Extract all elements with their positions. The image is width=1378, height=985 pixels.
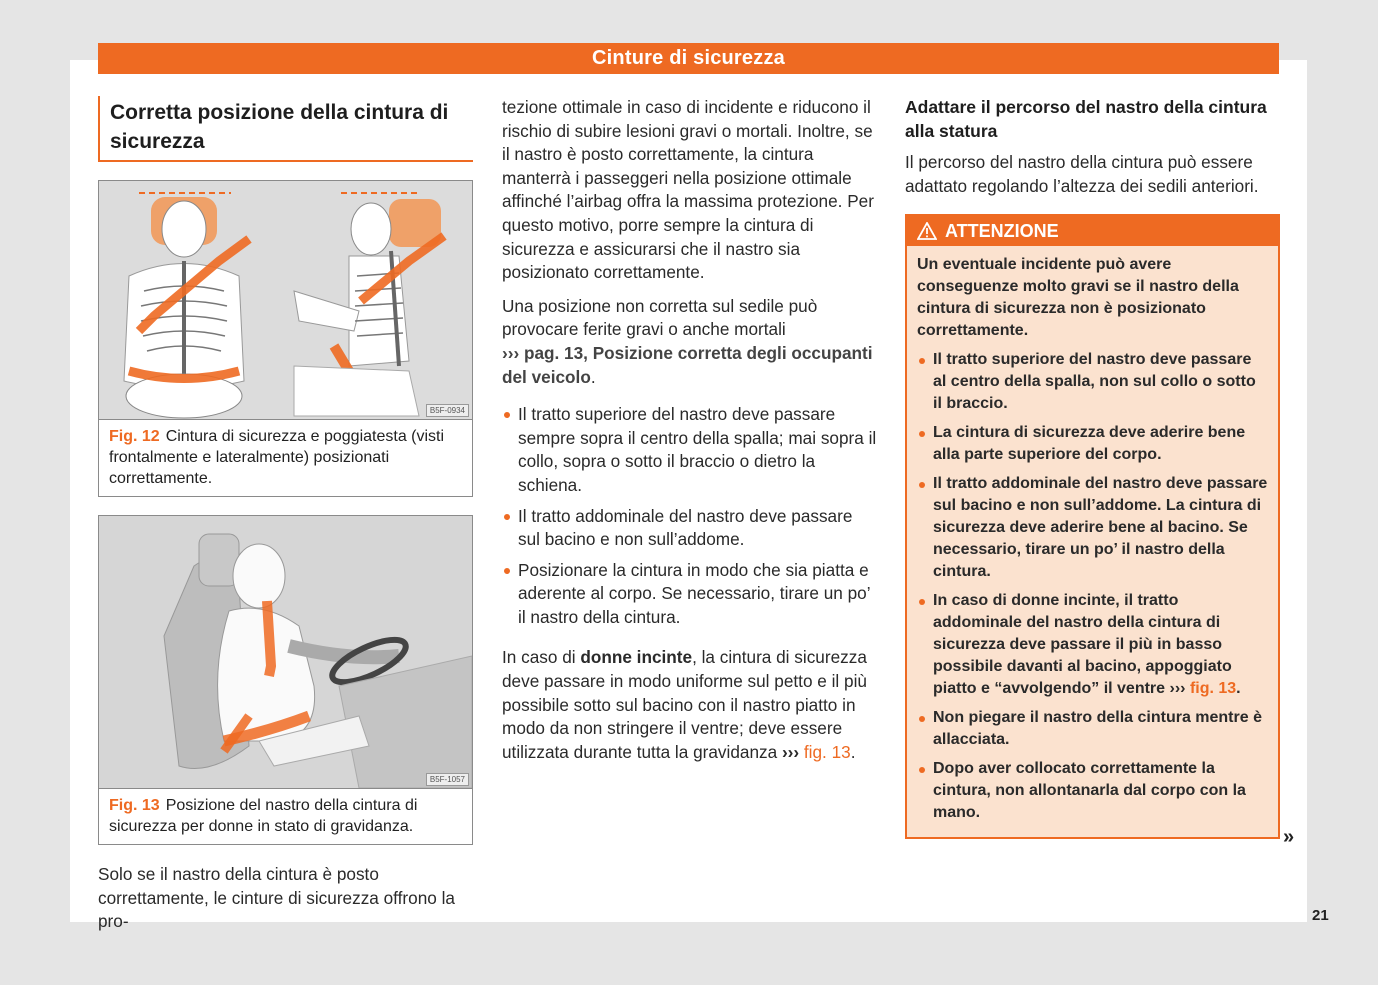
continue-arrow-icon: » bbox=[1283, 826, 1295, 848]
body-paragraph: Il percorso del nastro della cintura può essere adattato regolando l’altezza dei sedili anteriori. bbox=[905, 152, 1259, 196]
column-right bbox=[905, 96, 1280, 839]
subsection-title: Adattare il percorso del nastro della cintura alla statura bbox=[905, 97, 1267, 141]
list-item-text: In caso di donne incinte, il tratto addominale del nastro della cintura di sicurezza deve passare il più in basso possibile davanti al bacino, appoggiato piatto e “avvolgendo” il ventre bbox=[933, 592, 1232, 698]
warning-list-item: Dopo aver collocato correttamente la cintura, non allontanarla dal corpo con la mano. bbox=[917, 758, 1268, 824]
arrow-glyph: ››› bbox=[1169, 680, 1186, 698]
list-item: Il tratto superiore del nastro deve passare sempre sopra il centro della spalla; mai sopra il collo, sopra o sotto il braccio o dietro la schiena. bbox=[502, 403, 877, 497]
list-item: Il tratto addominale del nastro deve passare sul bacino e non sull’addome. bbox=[502, 505, 877, 552]
section-title: Corretta posizione della cintura di sicurezza bbox=[98, 96, 473, 162]
figure-13-image bbox=[99, 516, 472, 789]
page-reference-link[interactable]: ››› pag. 13, Posizione corretta degli occupanti del veicolo bbox=[502, 342, 873, 387]
body-paragraph: Solo se il nastro della cintura è posto correttamente, le cinture di sicurezza offrono la pro- bbox=[98, 864, 455, 932]
figure-code: B5F-1057 bbox=[426, 773, 469, 786]
figure-reference-link[interactable]: fig. 13 bbox=[1189, 680, 1237, 698]
warning-body bbox=[907, 246, 1278, 837]
figure-label: Fig. 12 bbox=[109, 428, 160, 445]
warning-triangle-icon bbox=[917, 222, 937, 240]
body-paragraph: tezione ottimale in caso di incidente e riducono il rischio di subire lesioni gravi o mortali. Inoltre, se il nastro è posto correttamente, la cintura manterrà i passeggeri nella posizione ottimale affinché l’airbag offra la massima protezione. Per questo motivo, porre sempre la cintura di sicurezza e assicurarsi che il nastro sia posizionato correttamente. bbox=[502, 97, 874, 283]
figure-code: B5F-0934 bbox=[426, 404, 469, 417]
paragraph-text: . bbox=[590, 366, 596, 387]
figure-reference-link[interactable]: fig. 13 bbox=[803, 741, 851, 762]
warning-header bbox=[907, 216, 1278, 246]
body-paragraph bbox=[502, 646, 877, 764]
paragraph-text: In caso di bbox=[502, 647, 581, 668]
caption-text: Posizione del nastro della cintura di sicurezza per donne in stato di gravidanza. bbox=[109, 797, 418, 835]
skeleton-belt-illustration bbox=[99, 181, 472, 419]
warning-list-item bbox=[917, 590, 1268, 700]
warning-list-item: Non piegare il nastro della cintura mentre è allacciata. bbox=[917, 707, 1268, 751]
warning-box bbox=[905, 214, 1280, 839]
figure-13-caption bbox=[99, 789, 472, 844]
warning-list-item: Il tratto superiore del nastro deve passare al centro della spalla, non sul collo o sotto il braccio. bbox=[917, 349, 1268, 415]
list-item: Posizionare la cintura in modo che sia piatta e aderente al corpo. Se necessario, tirare un po’ il nastro della cintura. bbox=[502, 559, 877, 630]
body-paragraph bbox=[502, 295, 877, 389]
paragraph-text: Una posizione non corretta sul sedile può provocare ferite gravi o anche mortali bbox=[502, 295, 818, 340]
column-middle bbox=[502, 96, 877, 774]
page-number: 21 bbox=[1312, 907, 1329, 924]
figure-12-caption bbox=[99, 420, 472, 496]
chapter-header: Cinture di sicurezza bbox=[98, 43, 1279, 74]
figure-12 bbox=[98, 180, 473, 497]
emphasis-text: donne incinte bbox=[580, 647, 693, 668]
paragraph-text: , la cintura di sicurezza deve passare in modo uniforme sul petto e il più possibile sotto sul bacino con il nastro piatto in modo da non stringere il ventre; deve essere utilizzata durante tutta la gravidanza bbox=[502, 647, 867, 762]
figure-12-image bbox=[99, 181, 472, 420]
arrow-glyph: ››› bbox=[781, 741, 800, 762]
paragraph-text: . bbox=[850, 741, 856, 762]
warning-list-item: Il tratto addominale del nastro deve passare sul bacino e non sull’addome. La cintura di sicurezza deve aderire bene al bacino. Se necessario, tirare un po’ il nastro della cintura. bbox=[917, 473, 1268, 583]
figure-label: Fig. 13 bbox=[109, 797, 160, 814]
figure-13 bbox=[98, 515, 473, 845]
caption-text: Cintura di sicurezza e poggiatesta (visti frontalmente e lateralmente) posizionati correttamente. bbox=[109, 428, 445, 487]
column-left bbox=[98, 96, 473, 944]
warning-list-item: La cintura di sicurezza deve aderire bene alla parte superiore del corpo. bbox=[917, 422, 1268, 466]
warning-title: ATTENZIONE bbox=[945, 221, 1059, 242]
warning-intro: Un eventuale incidente può avere conseguenze molto gravi se il nastro della cintura di sicurezza non è posizionato correttamente. bbox=[917, 256, 1239, 340]
pregnant-driver-illustration bbox=[99, 516, 472, 788]
list-item-text: . bbox=[1236, 680, 1241, 698]
